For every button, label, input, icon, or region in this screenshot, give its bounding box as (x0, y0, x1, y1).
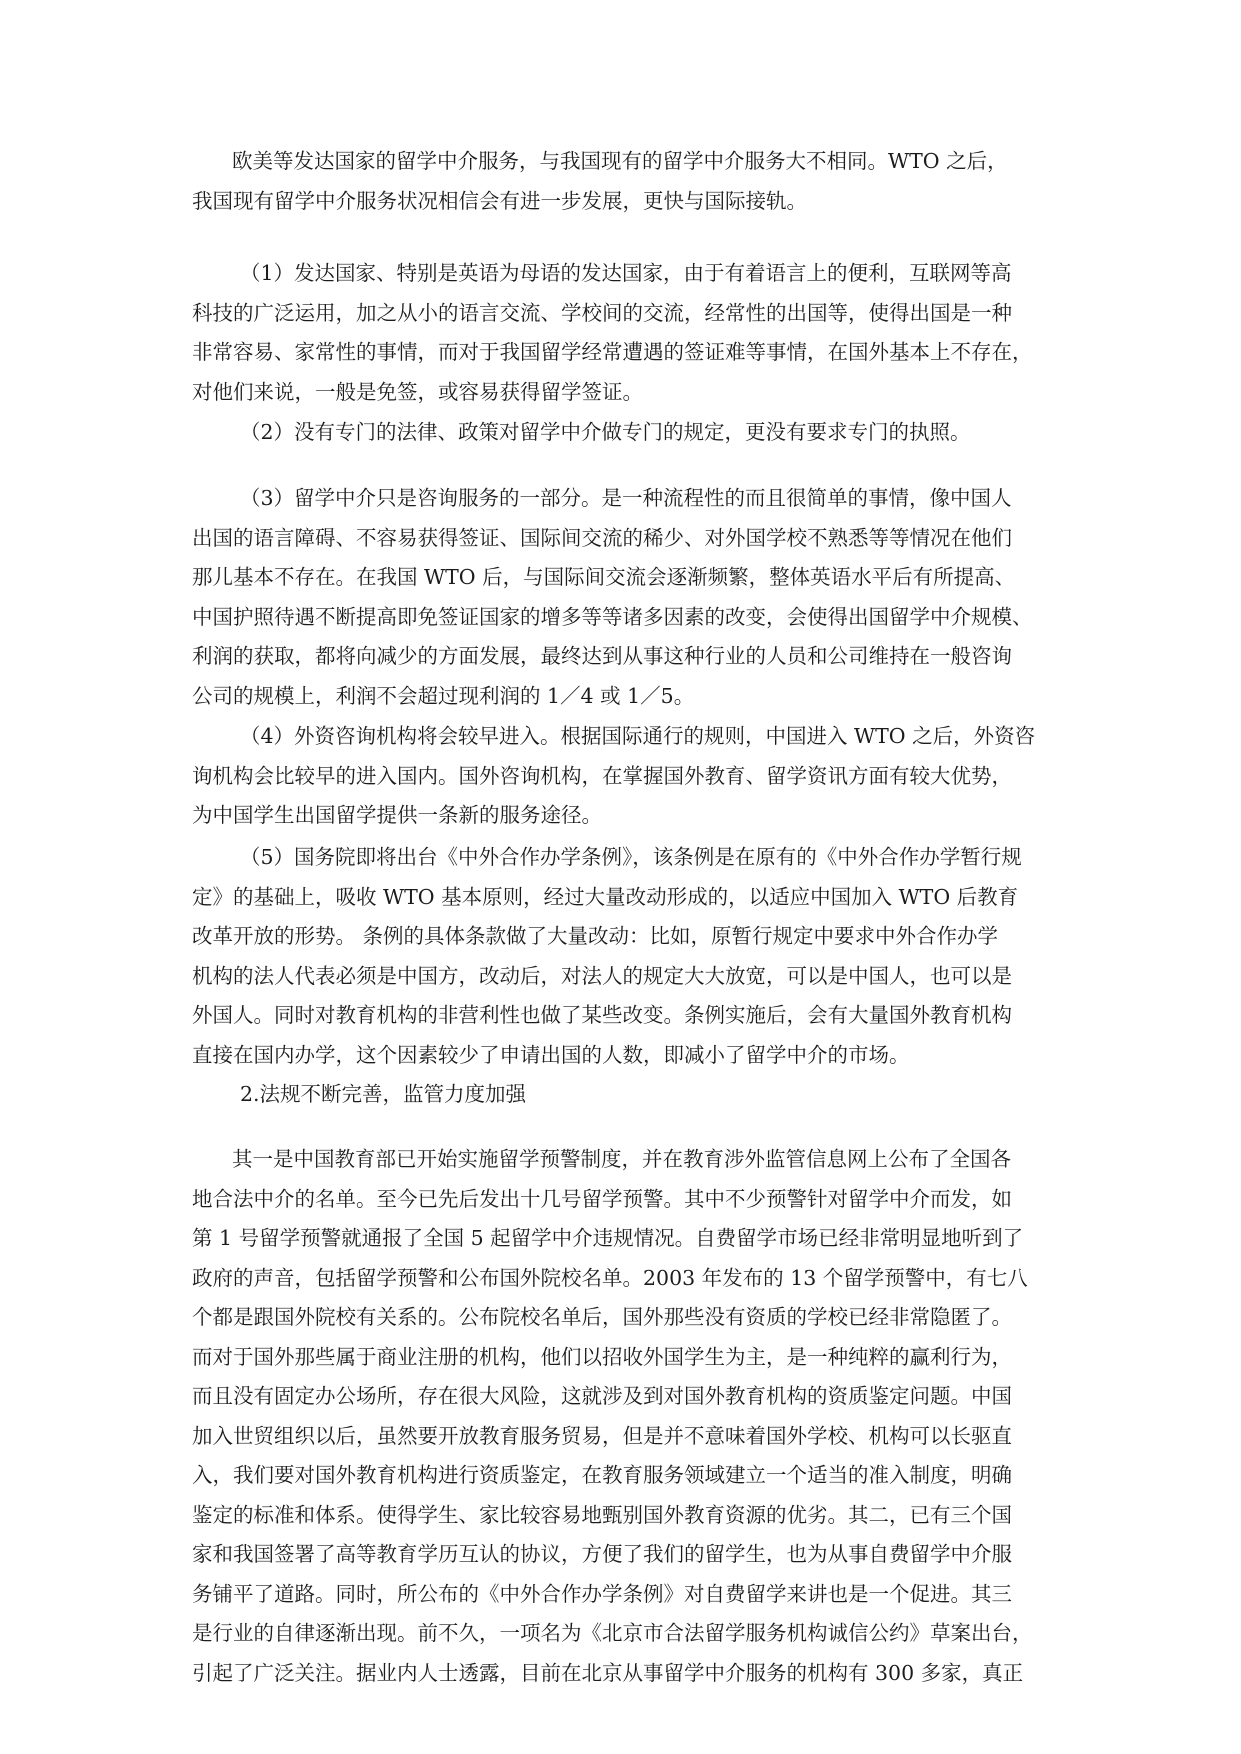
text-line: 为中国学生出国留学提供一条新的服务途径。 (192, 803, 602, 827)
text-line: 入，我们要对国外教育机构进行资质鉴定，在教育服务领域建立一个适当的准入制度，明确 (192, 1463, 1012, 1487)
paragraph-intro (192, 142, 1008, 221)
text-line: 非常容易、家常性的事情，而对于我国留学经常遭遇的签证难等事情，在国外基本上不存在， (192, 340, 1033, 364)
text-line: 加入世贸组织以后，虽然要开放教育服务贸易，但是并不意味着国外学校、机构可以长驱直 (192, 1423, 1012, 1448)
text-line: 2.法规不断完善，监管力度加强 (240, 1082, 527, 1106)
text-line: （1）发达国家、特别是英语为母语的发达国家，由于有着语言上的便利，互联网等高 (240, 261, 1012, 285)
text-line: 政府的声音，包括留学预警和公布国外院校名单。2003 年发布的 13 个留学预警中，有七八 (192, 1265, 1028, 1290)
text-line: 是行业的自律逐渐出现。前不久，一项名为《北京市合法留学服务机构诚信公约》草案出台， (192, 1621, 1033, 1645)
text-line: 其一是中国教育部已开始实施留学预警制度，并在教育涉外监管信息网上公布了全国各 (232, 1147, 1011, 1171)
text-line: （2）没有专门的法律、政策对留学中介做专门的规定，更没有要求专门的执照。 (240, 420, 971, 444)
text-line: 对他们来说，一般是免签，或容易获得留学签证。 (192, 379, 643, 404)
text-line: 科技的广泛运用，加之从小的语言交流、学校间的交流，经常性的出国等，使得出国是一种 (192, 300, 1012, 325)
text-line: 那儿基本不存在。在我国 WTO 后，与国际间交流会逐渐频繁，整体英语水平后有所提高、 (192, 565, 1016, 589)
paragraph-point-2 (192, 413, 971, 453)
text-line: 务铺平了道路。同时，所公布的《中外合作办学条例》对自费留学来讲也是一个促进。其三 (192, 1581, 1012, 1606)
text-line: 个都是跟国外院校有关系的。公布院校名单后，国外那些没有资质的学校已经非常隐匿了。 (192, 1305, 1012, 1329)
paragraph-regulation (192, 1140, 1033, 1693)
text-line: 机构的法人代表必须是中国方，改动后，对法人的规定大大放宽，可以是中国人，也可以是 (192, 963, 1012, 988)
text-line: （3）留学中介只是咨询服务的一部分。是一种流程性的而且很简单的事情，像中国人 (240, 486, 1012, 510)
text-line: 中国护照待遇不断提高即免签证国家的增多等等诸多因素的改变，会使得出国留学中介规模、 (192, 604, 1033, 629)
paragraph-point-5 (192, 838, 1022, 1075)
text-line: 我国现有留学中介服务状况相信会有进一步发展，更快与国际接轨。 (192, 188, 807, 213)
text-line: 家和我国签署了高等教育学历互认的协议，方便了我们的留学生，也为从事自费留学中介服 (192, 1542, 1012, 1566)
text-line: 公司的规模上，利润不会超过现利润的 1／4 或 1／5。 (192, 683, 695, 708)
text-line: 欧美等发达国家的留学中介服务，与我国现有的留学中介服务大不相同。WTO 之后， (232, 149, 1008, 173)
text-line: 而且没有固定办公场所，存在很大风险，这就涉及到对国外教育机构的资质鉴定问题。中国 (192, 1384, 1012, 1408)
text-line: 出国的语言障碍、不容易获得签证、国际间交流的稀少、对外国学校不熟悉等等情况在他们 (192, 525, 1012, 550)
text-line: 外国人。同时对教育机构的非营利性也做了某些改变。条例实施后，会有大量国外教育机构 (192, 1003, 1012, 1027)
paragraph-point-3 (192, 479, 1033, 716)
text-line: 定》的基础上，吸收 WTO 基本原则，经过大量改动形成的，以适应中国加入 WTO 后教育 (192, 884, 1019, 909)
text-line: （4）外资咨询机构将会较早进入。根据国际通行的规则，中国进入 WTO 之后，外资咨 (240, 724, 1036, 748)
text-line: 鉴定的标准和体系。使得学生、家比较容易地甄别国外教育资源的优劣。其二，已有三个国 (192, 1502, 1012, 1527)
text-line: 改革开放的形势。 条例的具体条款做了大量改动：比如，原暂行规定中要求中外合作办学 (192, 924, 999, 948)
text-line: 询机构会比较早的进入国内。国外咨询机构，在掌握国外教育、留学资讯方面有较大优势， (192, 763, 1012, 788)
section-heading (192, 1075, 526, 1115)
text-line: 地合法中介的名单。至今已先后发出十几号留学预警。其中不少预警针对留学中介而发，如 (192, 1186, 1012, 1211)
paragraph-point-4 (192, 717, 1035, 836)
text-line: 第 1 号留学预警就通报了全国 5 起留学中介违规情况。自费留学市场已经非常明显地听到了 (192, 1226, 1024, 1250)
text-line: 直接在国内办学，这个因素较少了申请出国的人数，即减小了留学中介的市场。 (192, 1042, 910, 1067)
paragraph-point-1 (192, 254, 1033, 412)
text-line: 利润的获取，都将向减少的方面发展，最终达到从事这种行业的人员和公司维持在一般咨询 (192, 644, 1012, 668)
text-line: （5）国务院即将出台《中外合作办学条例》，该条例是在原有的《中外合作办学暂行规 (240, 845, 1022, 869)
text-line: 而对于国外那些属于商业注册的机构，他们以招收外国学生为主，是一种纯粹的赢利行为， (192, 1344, 1012, 1369)
text-line: 引起了广泛关注。据业内人士透露，目前在北京从事留学中介服务的机构有 300 多家，真正 (192, 1660, 1024, 1685)
